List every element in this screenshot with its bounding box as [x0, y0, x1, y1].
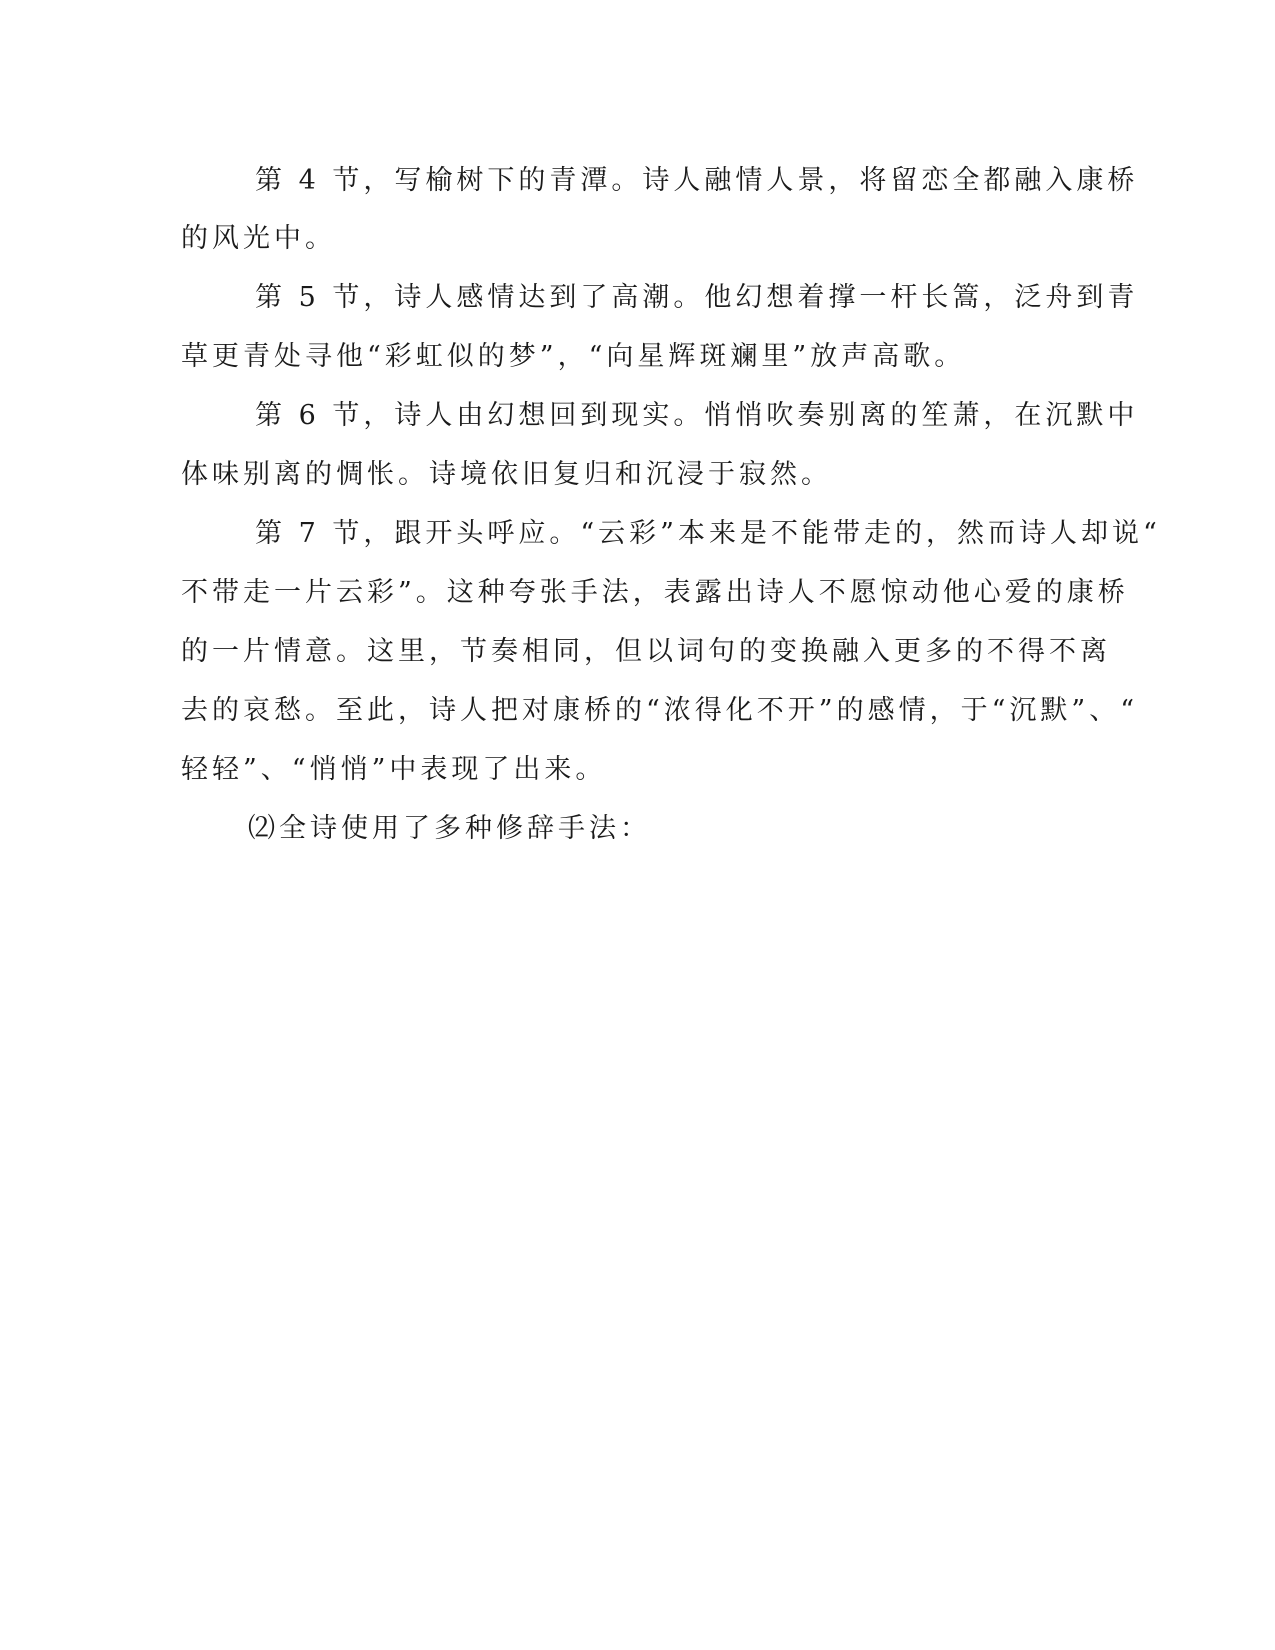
text-line: 体味别离的惆怅。诗境依旧复归和沉浸于寂然。: [181, 459, 832, 490]
text-line: 第 7 节，跟开头呼应。“云彩”本来是不能带走的，然而诗人却说“: [255, 518, 1161, 549]
text-line: 的风光中。: [181, 223, 336, 254]
text-line: 的一片情意。这里，节奏相同，但以词句的变换融入更多的不得不离: [181, 636, 1111, 667]
text-line: 去的哀愁。至此，诗人把对康桥的“浓得化不开”的感情，于“沉默”、“: [181, 695, 1139, 726]
text-line: 第 6 节，诗人由幻想回到现实。悄悄吹奏别离的笙萧，在沉默中: [255, 400, 1139, 431]
text-line: 第 4 节，写榆树下的青潭。诗人融情人景，将留恋全都融入康桥: [255, 165, 1139, 196]
text-line: 草更青处寻他“彩虹似的梦”，“向星辉斑斓里”放声高歌。: [181, 341, 966, 372]
text-line: 轻轻”、“悄悄”中表现了出来。: [181, 754, 607, 785]
text-line: 第 5 节，诗人感情达到了高潮。他幻想着撑一杆长篙，泛舟到青: [255, 282, 1139, 313]
text-line: 不带走一片云彩”。这种夸张手法，表露出诗人不愿惊动他心爱的康桥: [181, 577, 1129, 608]
text-line: ⑵全诗使用了多种修辞手法：: [248, 813, 651, 844]
